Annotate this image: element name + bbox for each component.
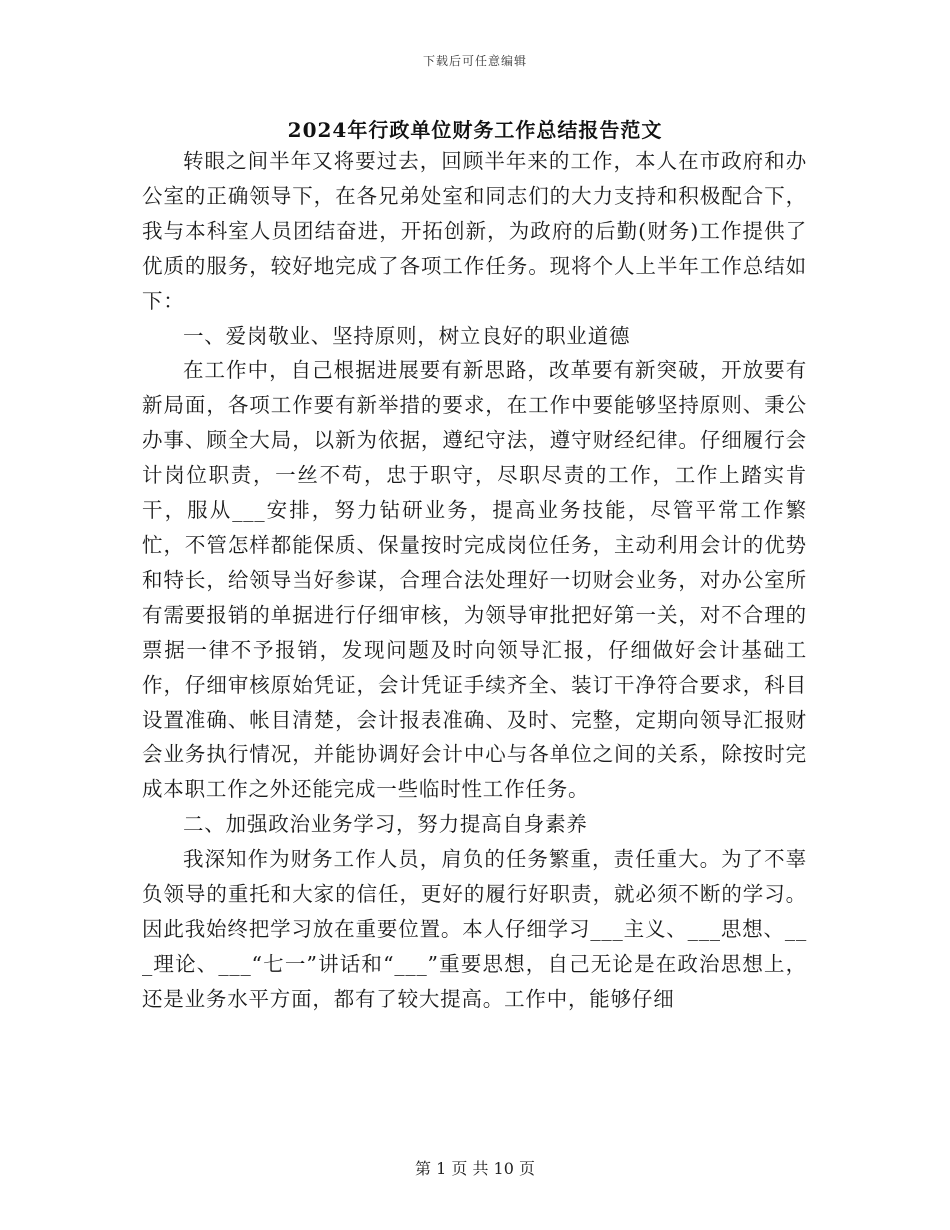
document-body <box>142 144 807 1017</box>
page-number-footer: 第 1 页 共 10 页 <box>415 1159 535 1178</box>
paragraph-intro: 转眼之间半年又将要过去，回顾半年来的工作，本人在市政府和办公室的正确领导下，在各兄弟处室和同志们的大力支持和积极配合下，我与本科室人员团结奋进，开拓创新，为政府的后勤(财务)工作提供了优质的服务，较好地完成了各项工作任务。现将个人上半年工作总结如下： <box>142 149 807 313</box>
document-title: 2024年行政单位财务工作总结报告范文 <box>287 118 663 142</box>
section-heading-1: 一、爱岗敬业、坚持原则，树立良好的职业道德 <box>183 323 631 348</box>
section-heading-2: 二、加强政治业务学习，努力提高自身素养 <box>183 812 588 837</box>
paragraph-section-1: 在工作中，自己根据进展要有新思路，改革要有新突破，开放要有新局面，各项工作要有新举措的要求，在工作中要能够坚持原则、秉公办事、顾全大局，以新为依据，遵纪守法，遵守财经纪律。仔细履行会计岗位职责，一丝不苟，忠于职守，尽职尽责的工作，工作上踏实肯干，服从___安排，努力钻研业务，提高业务技能，尽管平常工作繁忙，不管怎样都能保质、保量按时完成岗位任务，主动利用会计的优势和特长，给领导当好参谋，合理合法处理好一切财会业务，对办公室所有需要报销的单据进行仔细审核，为领导审批把好第一关，对不合理的票据一律不予报销，发现问题及时向领导汇报，仔细做好会计基础工作，仔细审核原始凭证，会计凭证手续齐全、装订干净符合要求，科目设置准确、帐目清楚，会计报表准确、及时、完整，定期向领导汇报财会业务执行情况，并能协调好会计中心与各单位之间的关系，除按时完成本职工作之外还能完成一些临时性工作任务。 <box>142 358 807 802</box>
page-header-note: 下载后可任意编辑 <box>422 54 527 68</box>
paragraph-section-2: 我深知作为财务工作人员，肩负的任务繁重，责任重大。为了不辜负领导的重托和大家的信任，更好的履行好职责，就必须不断的学习。因此我始终把学习放在重要位置。本人仔细学习___主义、___思想、___理论、___“七一”讲话和“___”重要思想，自己无论是在政治思想上，还是业务水平方面，都有了较大提高。工作中，能够仔细 <box>142 847 807 1011</box>
